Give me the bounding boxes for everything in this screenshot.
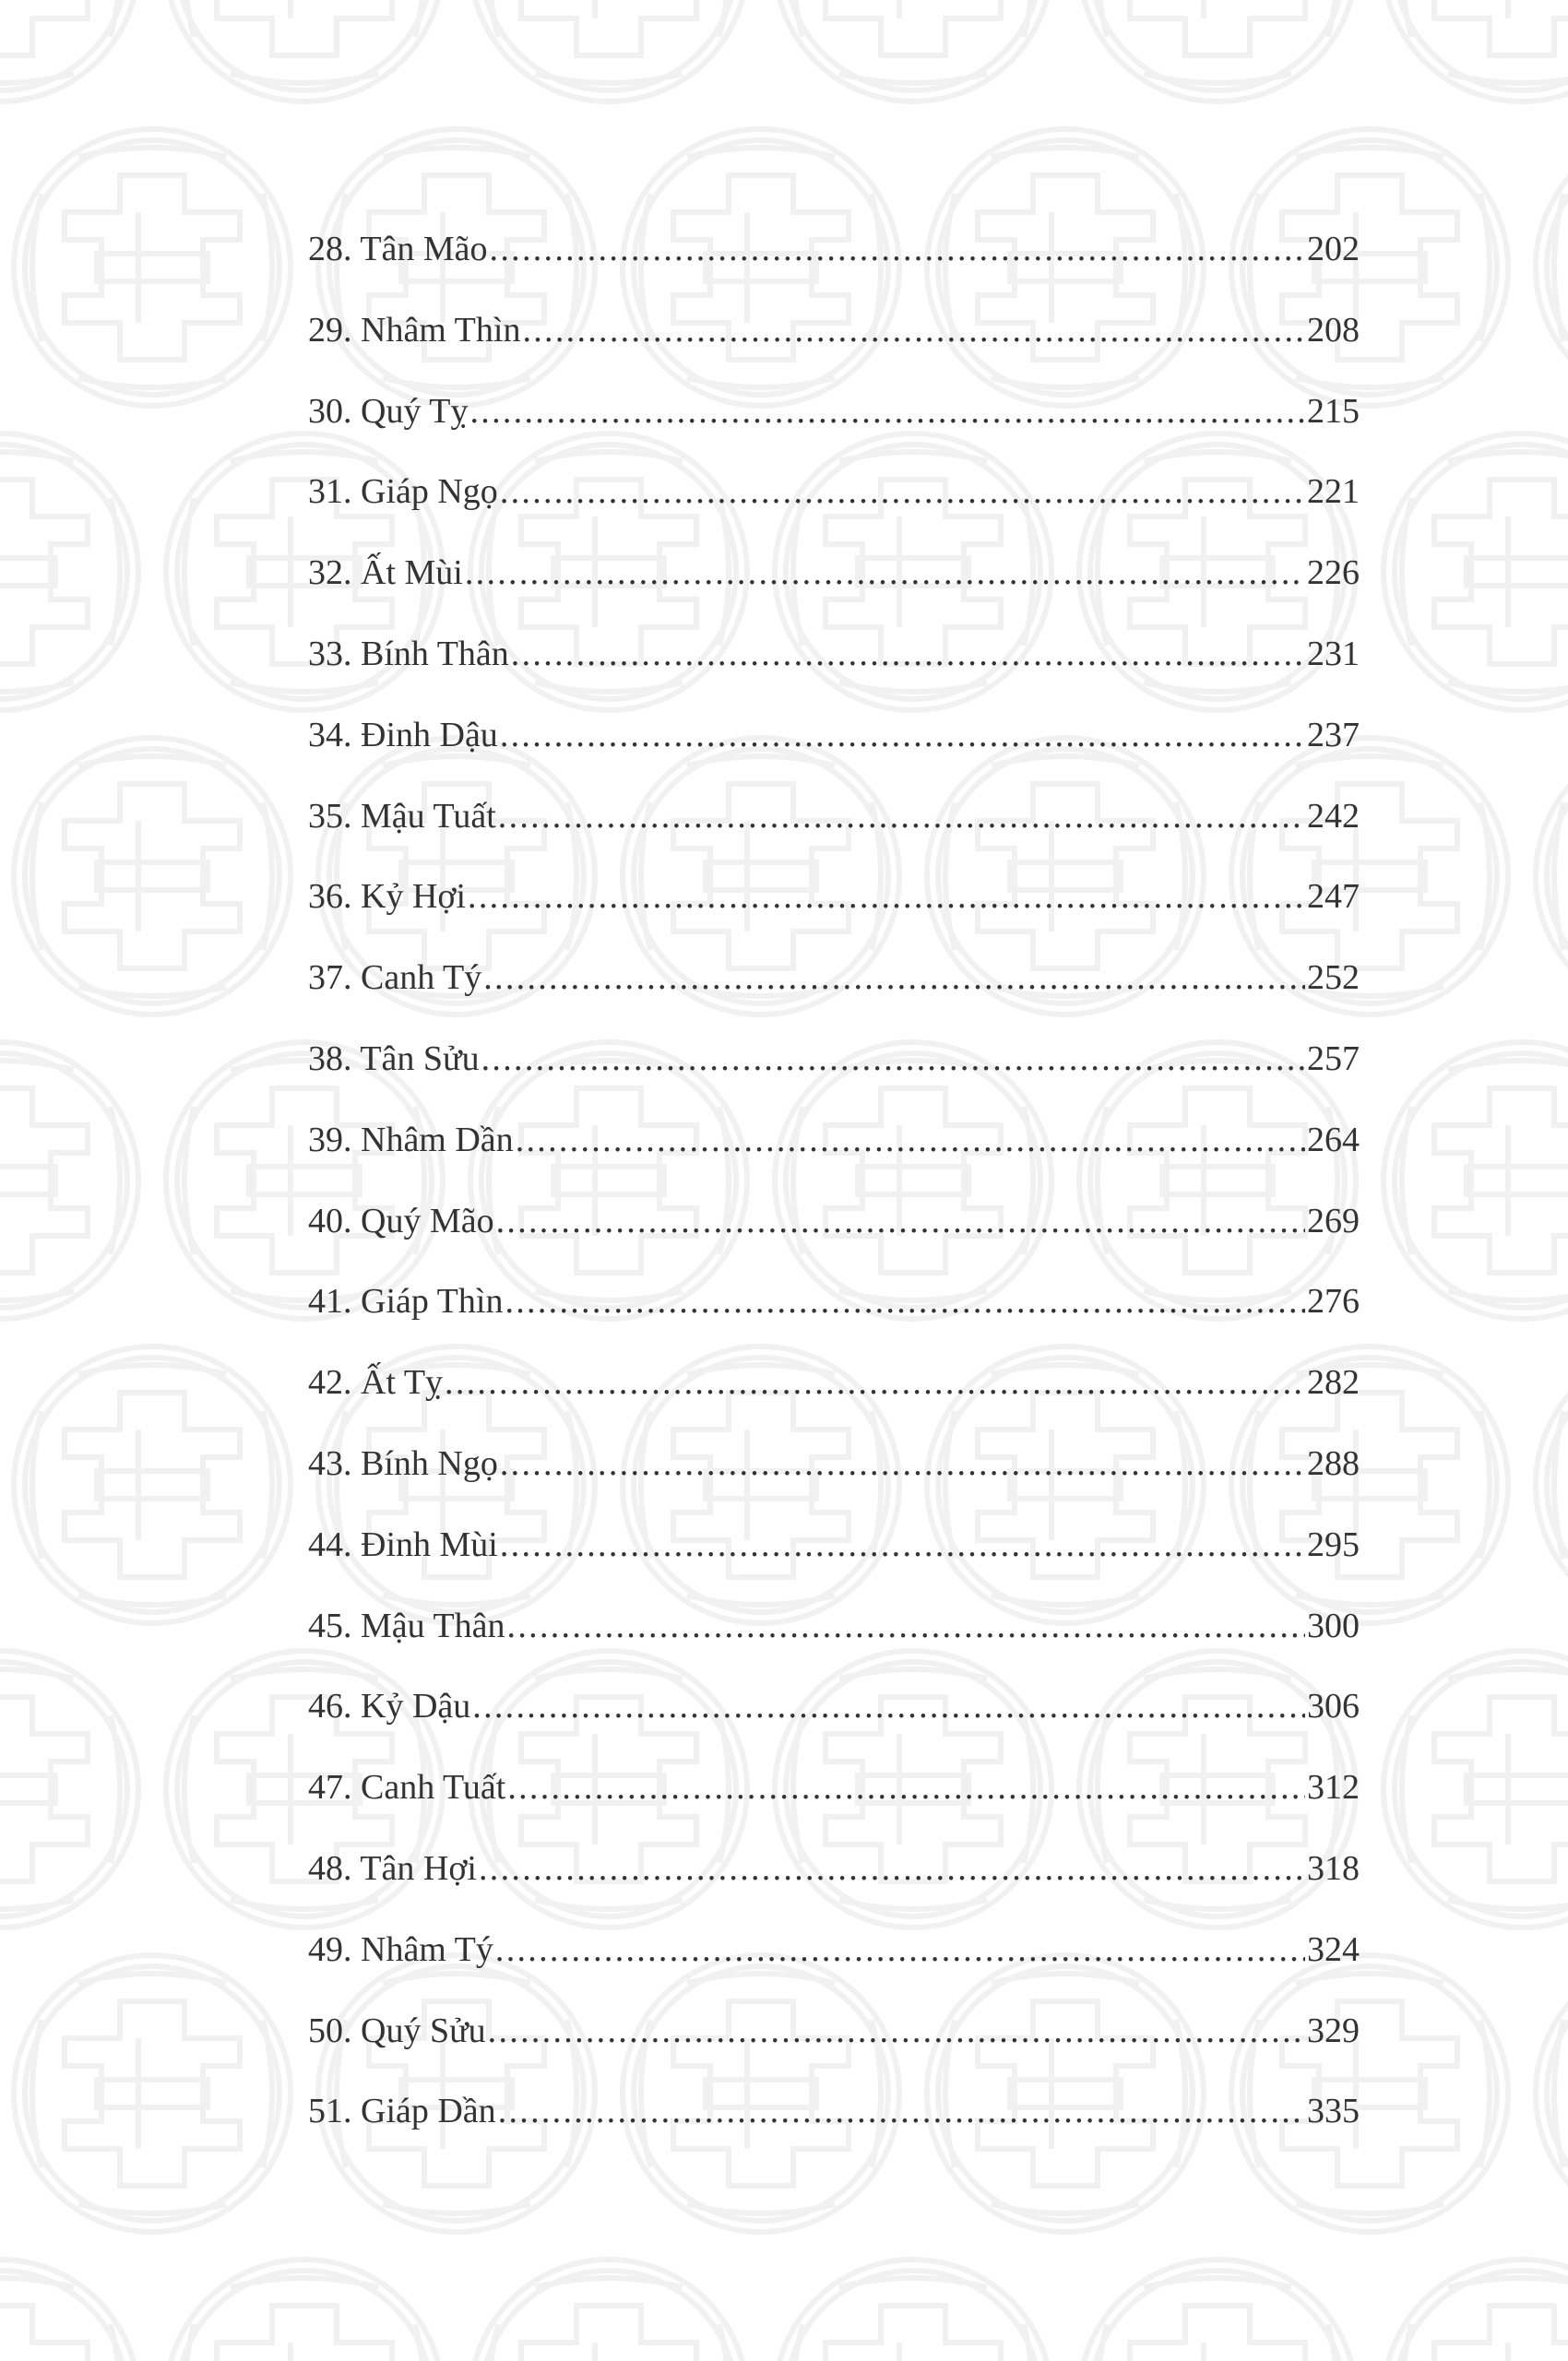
toc-entry bbox=[308, 381, 1360, 462]
toc-dot-leader bbox=[500, 1514, 1305, 1575]
toc-dot-leader bbox=[498, 786, 1305, 847]
toc-entry-title: 41. Giáp Thìn bbox=[308, 1282, 504, 1322]
medallion-ornament bbox=[0, 433, 138, 710]
toc-entry-page-number: 215 bbox=[1307, 391, 1360, 431]
toc-entry-title: 35. Mậu Tuất bbox=[308, 796, 496, 836]
toc-entry bbox=[308, 2000, 1360, 2082]
toc-entry-page-number: 329 bbox=[1307, 2011, 1360, 2050]
toc-entry-page-number: 306 bbox=[1307, 1687, 1360, 1726]
medallion-ornament bbox=[1536, 1955, 1568, 2232]
toc-entry-page-number: 252 bbox=[1307, 958, 1360, 998]
toc-dot-leader bbox=[500, 705, 1305, 765]
toc-entry-title: 28. Tân Mão bbox=[308, 230, 488, 268]
toc-entry-page-number: 242 bbox=[1307, 796, 1360, 836]
medallion-ornament bbox=[1384, 1651, 1568, 1928]
toc-entry bbox=[308, 947, 1360, 1028]
toc-entry-page-number: 257 bbox=[1307, 1038, 1360, 1078]
toc-entry-page-number: 312 bbox=[1307, 1768, 1360, 1808]
toc-entry-page-number: 295 bbox=[1307, 1525, 1360, 1564]
toc-entry bbox=[308, 1352, 1360, 1433]
medallion-ornament bbox=[1079, 0, 1356, 101]
toc-entry bbox=[308, 2081, 1360, 2162]
medallion-ornament bbox=[1384, 2260, 1568, 2361]
toc-entry-title: 33. Bính Thân bbox=[308, 634, 509, 673]
toc-entry-title: 37. Canh Tý bbox=[308, 958, 482, 998]
toc-entry-title: 31. Giáp Ngọ bbox=[308, 472, 498, 512]
toc-entry-page-number: 226 bbox=[1307, 553, 1360, 593]
toc-entry-page-number: 202 bbox=[1307, 230, 1360, 268]
toc-entry-title: 50. Quý Sửu bbox=[308, 2011, 486, 2050]
toc-dot-leader bbox=[505, 1271, 1305, 1332]
medallion-ornament bbox=[1536, 129, 1568, 406]
medallion-ornament bbox=[1384, 1042, 1568, 1319]
toc-dot-leader bbox=[481, 1028, 1305, 1089]
toc-dot-leader bbox=[488, 2000, 1305, 2061]
toc-entry bbox=[308, 1596, 1360, 1677]
medallion-ornament bbox=[166, 2260, 443, 2361]
toc-entry-title: 47. Canh Tuất bbox=[308, 1768, 506, 1808]
toc-entry-title: 38. Tân Sửu bbox=[308, 1038, 480, 1078]
toc-dot-leader bbox=[445, 1352, 1305, 1413]
toc-dot-leader bbox=[468, 866, 1305, 927]
toc-entry-title: 43. Bính Ngọ bbox=[308, 1443, 498, 1483]
toc-entry-title: 44. Đinh Mùi bbox=[308, 1525, 498, 1564]
medallion-ornament bbox=[1384, 433, 1568, 710]
toc-entry-title: 48. Tân Hợi bbox=[308, 1848, 477, 1888]
toc-dot-leader bbox=[516, 1109, 1305, 1170]
medallion-ornament bbox=[14, 738, 291, 1014]
medallion-ornament bbox=[0, 1651, 138, 1928]
toc-entry bbox=[308, 1514, 1360, 1596]
toc-entry-title: 32. Ất Mùi bbox=[308, 553, 463, 593]
toc-entry bbox=[308, 219, 1360, 300]
toc-entry-title: 36. Kỷ Hợi bbox=[308, 877, 467, 917]
toc-entry-page-number: 237 bbox=[1307, 715, 1360, 754]
medallion-ornament bbox=[166, 0, 443, 101]
medallion-ornament bbox=[775, 0, 1051, 101]
toc-dot-leader bbox=[498, 2081, 1305, 2142]
medallion-ornament bbox=[470, 0, 747, 101]
toc-entry bbox=[308, 623, 1360, 705]
toc-dot-leader bbox=[507, 1757, 1305, 1818]
toc-entry bbox=[308, 1919, 1360, 2000]
toc-entry-title: 30. Quý Tỵ bbox=[308, 391, 469, 431]
toc-dot-leader bbox=[483, 947, 1305, 1008]
toc-entry bbox=[308, 300, 1360, 381]
toc-entry-page-number: 300 bbox=[1307, 1606, 1360, 1645]
toc-entry-page-number: 269 bbox=[1307, 1201, 1360, 1240]
medallion-ornament bbox=[470, 2260, 747, 2361]
toc-entry bbox=[308, 786, 1360, 867]
toc-entry-title: 34. Đinh Dậu bbox=[308, 715, 498, 754]
toc-entry-title: 51. Giáp Dần bbox=[308, 2092, 496, 2131]
toc-entry-page-number: 264 bbox=[1307, 1120, 1360, 1159]
toc-entry-title: 29. Nhâm Thìn bbox=[308, 310, 521, 350]
toc-entry bbox=[308, 1028, 1360, 1109]
toc-entry-page-number: 282 bbox=[1307, 1363, 1360, 1403]
table-of-contents bbox=[308, 219, 1360, 2162]
toc-entry-title: 45. Mậu Thân bbox=[308, 1606, 505, 1645]
toc-dot-leader bbox=[472, 1676, 1305, 1737]
toc-entry-title: 49. Nhâm Tý bbox=[308, 1929, 493, 1969]
toc-entry-page-number: 231 bbox=[1307, 634, 1360, 673]
toc-entry bbox=[308, 866, 1360, 947]
medallion-ornament bbox=[1384, 0, 1568, 101]
medallion-ornament bbox=[1079, 2260, 1356, 2361]
toc-dot-leader bbox=[479, 1838, 1305, 1899]
medallion-ornament bbox=[14, 129, 291, 406]
medallion-ornament bbox=[0, 0, 138, 101]
toc-entry-page-number: 324 bbox=[1307, 1929, 1360, 1969]
medallion-ornament bbox=[775, 2260, 1051, 2361]
medallion-ornament bbox=[14, 1955, 291, 2232]
toc-entry bbox=[308, 705, 1360, 786]
toc-entry-page-number: 221 bbox=[1307, 472, 1360, 512]
toc-entry bbox=[308, 1109, 1360, 1191]
toc-dot-leader bbox=[500, 461, 1305, 522]
toc-entry-page-number: 318 bbox=[1307, 1848, 1360, 1888]
toc-entry bbox=[308, 1191, 1360, 1272]
toc-entry-title: 46. Kỷ Dậu bbox=[308, 1687, 471, 1726]
toc-dot-leader bbox=[469, 381, 1305, 442]
medallion-ornament bbox=[1536, 738, 1568, 1014]
toc-dot-leader bbox=[507, 1596, 1305, 1656]
toc-entry bbox=[308, 1757, 1360, 1838]
toc-entry-page-number: 335 bbox=[1307, 2092, 1360, 2131]
toc-dot-leader bbox=[496, 1191, 1305, 1252]
toc-dot-leader bbox=[490, 219, 1305, 279]
toc-entry bbox=[308, 1676, 1360, 1757]
toc-entry bbox=[308, 461, 1360, 542]
toc-entry-title: 42. Ất Tỵ bbox=[308, 1363, 444, 1403]
toc-entry-page-number: 247 bbox=[1307, 877, 1360, 917]
toc-entry bbox=[308, 1271, 1360, 1352]
medallion-ornament bbox=[0, 1042, 138, 1319]
toc-entry-page-number: 208 bbox=[1307, 310, 1360, 350]
toc-entry bbox=[308, 542, 1360, 623]
toc-dot-leader bbox=[465, 542, 1305, 603]
toc-dot-leader bbox=[495, 1919, 1305, 1980]
toc-entry-page-number: 288 bbox=[1307, 1443, 1360, 1483]
toc-entry bbox=[308, 1838, 1360, 1919]
medallion-ornament bbox=[1536, 1347, 1568, 1623]
toc-entry-page-number: 276 bbox=[1307, 1282, 1360, 1322]
toc-dot-leader bbox=[522, 300, 1305, 361]
medallion-ornament bbox=[0, 2260, 138, 2361]
toc-dot-leader bbox=[511, 623, 1305, 684]
toc-entry bbox=[308, 1433, 1360, 1514]
toc-entry-title: 40. Quý Mão bbox=[308, 1201, 494, 1240]
toc-entry-title: 39. Nhâm Dần bbox=[308, 1120, 514, 1159]
medallion-ornament bbox=[14, 1347, 291, 1623]
toc-dot-leader bbox=[500, 1433, 1305, 1494]
